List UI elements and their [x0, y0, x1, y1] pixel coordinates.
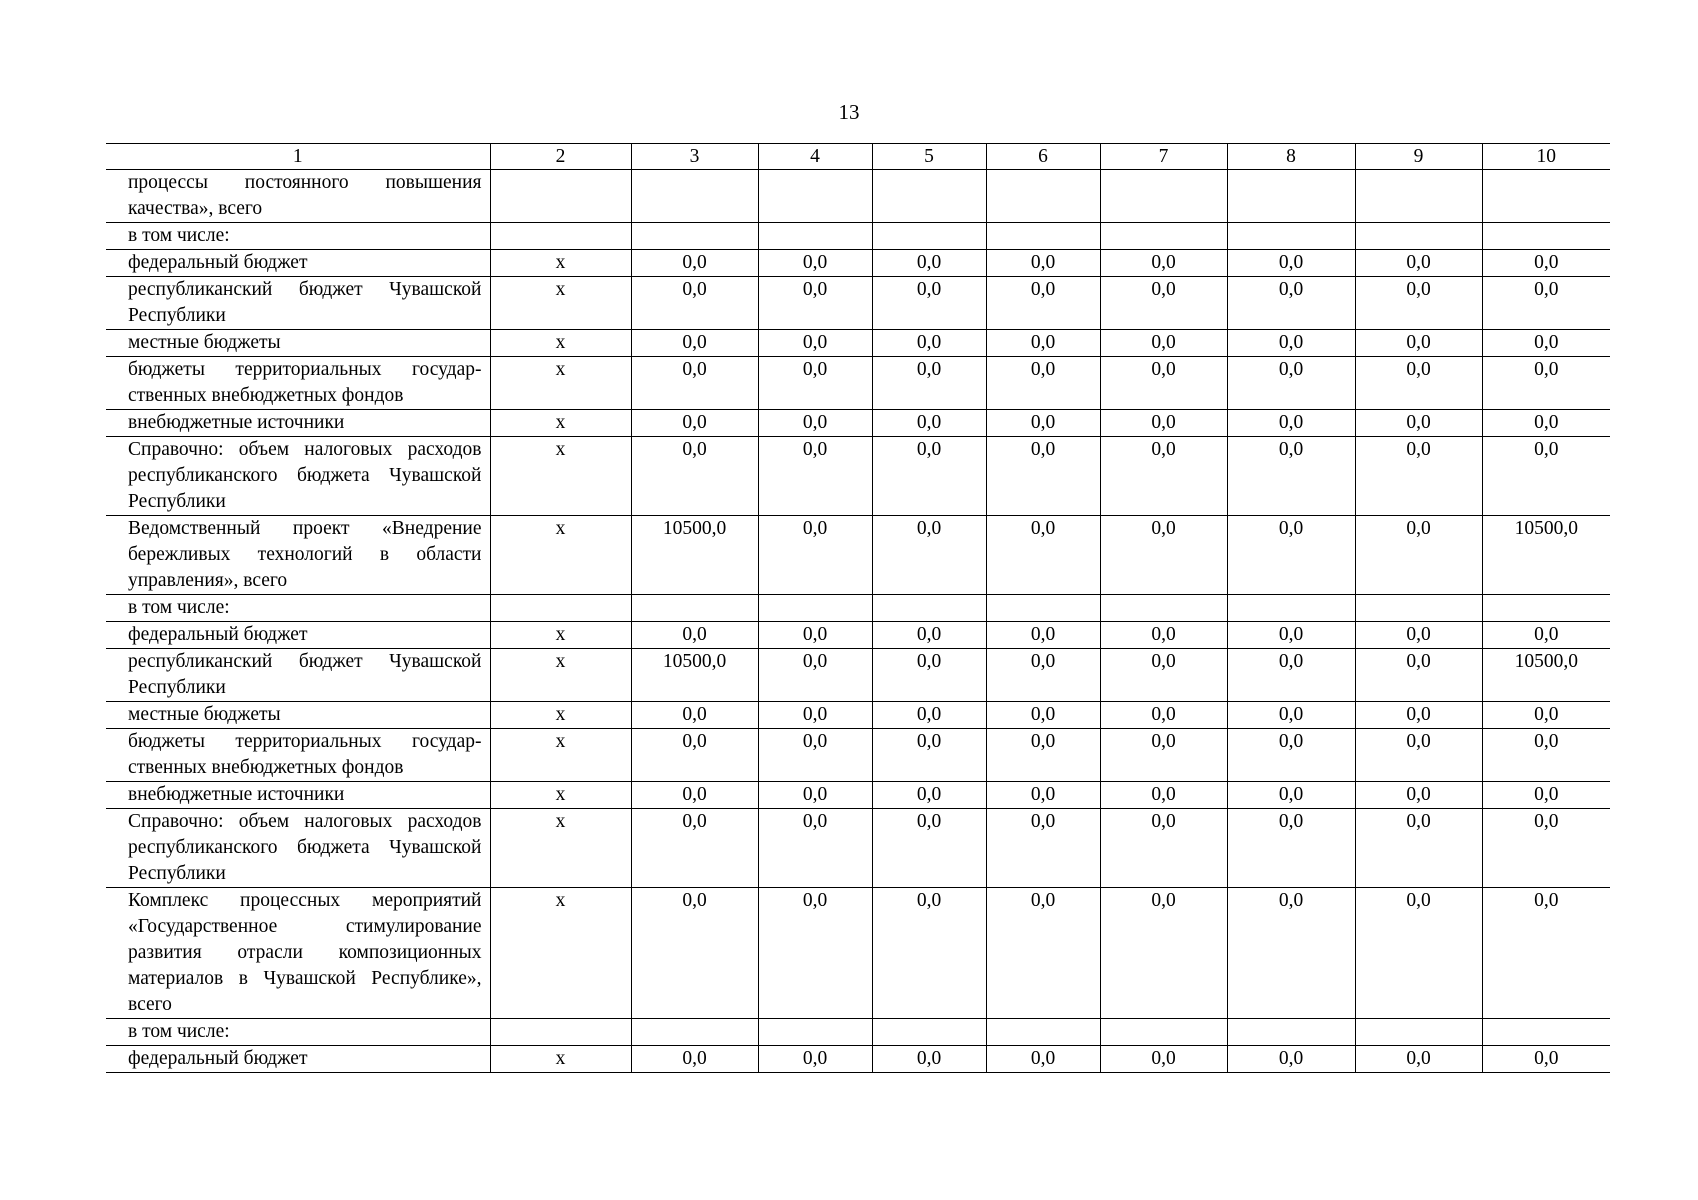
table-row — [106, 809, 1610, 888]
value-cell: 0,0 — [986, 729, 1100, 782]
table-row — [106, 330, 1610, 357]
value-cell: 0,0 — [872, 357, 986, 410]
value-cell: 0,0 — [986, 782, 1100, 809]
table-row — [106, 410, 1610, 437]
value-cell: 0,0 — [1100, 649, 1227, 702]
row-label: процессы постоянного повышения качества», всего — [106, 170, 490, 223]
table-row — [106, 170, 1610, 223]
row-label: Ведомственный проект «Внедрение бережливых технологий в области управления», всего — [106, 516, 490, 595]
row-label: в том числе: — [106, 595, 490, 622]
value-cell: 0,0 — [1482, 1046, 1610, 1073]
value-cell: 0,0 — [986, 250, 1100, 277]
value-cell: 0,0 — [631, 410, 758, 437]
value-cell: 0,0 — [986, 809, 1100, 888]
value-cell: 0,0 — [631, 357, 758, 410]
value-cell: 0,0 — [986, 622, 1100, 649]
value-cell: 0,0 — [1100, 357, 1227, 410]
row-label: федеральный бюджет — [106, 250, 490, 277]
value-cell: 0,0 — [1227, 1046, 1355, 1073]
value-cell — [1100, 1019, 1227, 1046]
value-cell: 0,0 — [986, 277, 1100, 330]
value-cell: 0,0 — [1355, 250, 1482, 277]
column-number: 5 — [872, 144, 986, 170]
value-cell — [1227, 170, 1355, 223]
value-cell: 0,0 — [758, 649, 872, 702]
table-row — [106, 1019, 1610, 1046]
value-cell: 0,0 — [758, 437, 872, 516]
value-cell: 0,0 — [1482, 782, 1610, 809]
column-number: 7 — [1100, 144, 1227, 170]
value-cell: 0,0 — [631, 809, 758, 888]
value-cell: 0,0 — [631, 330, 758, 357]
value-cell: 0,0 — [758, 250, 872, 277]
value-cell — [1100, 223, 1227, 250]
value-cell — [1355, 223, 1482, 250]
row-label: в том числе: — [106, 223, 490, 250]
value-cell — [758, 170, 872, 223]
value-cell: 0,0 — [631, 782, 758, 809]
row-code: x — [490, 330, 631, 357]
value-cell — [1482, 1019, 1610, 1046]
value-cell: 0,0 — [631, 437, 758, 516]
value-cell: 0,0 — [1100, 622, 1227, 649]
row-code: x — [490, 357, 631, 410]
value-cell: 0,0 — [1100, 729, 1227, 782]
value-cell: 0,0 — [872, 250, 986, 277]
page-number: 13 — [838, 100, 860, 124]
value-cell: 0,0 — [758, 622, 872, 649]
value-cell — [872, 170, 986, 223]
table-row — [106, 1046, 1610, 1073]
value-cell: 0,0 — [986, 410, 1100, 437]
row-label: Комплекс процессных мероприятий «Государственное стимулирование развития отрасли композиционных материалов в Чувашской Республике», всего — [106, 888, 490, 1019]
value-cell: 0,0 — [1100, 277, 1227, 330]
value-cell: 0,0 — [872, 410, 986, 437]
value-cell — [986, 170, 1100, 223]
value-cell: 0,0 — [1100, 809, 1227, 888]
value-cell: 0,0 — [1227, 782, 1355, 809]
value-cell: 0,0 — [1355, 649, 1482, 702]
value-cell: 0,0 — [1100, 516, 1227, 595]
column-number: 3 — [631, 144, 758, 170]
value-cell: 0,0 — [872, 516, 986, 595]
row-label: в том числе: — [106, 1019, 490, 1046]
header-row — [106, 144, 1610, 170]
value-cell: 0,0 — [758, 888, 872, 1019]
value-cell: 0,0 — [758, 330, 872, 357]
budget-table — [106, 143, 1610, 1073]
row-code — [490, 223, 631, 250]
row-code: x — [490, 729, 631, 782]
value-cell: 0,0 — [1482, 809, 1610, 888]
row-code: x — [490, 649, 631, 702]
value-cell: 0,0 — [1482, 277, 1610, 330]
value-cell: 0,0 — [1355, 782, 1482, 809]
row-label: Справочно: объем налоговых расходов республиканского бюджета Чувашской Республики — [106, 437, 490, 516]
row-code — [490, 170, 631, 223]
table-row — [106, 888, 1610, 1019]
value-cell — [1482, 223, 1610, 250]
value-cell: 0,0 — [758, 516, 872, 595]
value-cell: 0,0 — [1482, 330, 1610, 357]
value-cell — [1355, 595, 1482, 622]
value-cell: 0,0 — [631, 277, 758, 330]
value-cell: 0,0 — [631, 622, 758, 649]
row-label: республиканский бюджет Чувашской Республики — [106, 277, 490, 330]
table-body — [106, 144, 1610, 1073]
value-cell: 0,0 — [1355, 1046, 1482, 1073]
value-cell: 0,0 — [1100, 410, 1227, 437]
table-row — [106, 622, 1610, 649]
value-cell: 0,0 — [1355, 702, 1482, 729]
column-number: 8 — [1227, 144, 1355, 170]
value-cell: 0,0 — [758, 410, 872, 437]
row-code: x — [490, 809, 631, 888]
value-cell: 0,0 — [1227, 357, 1355, 410]
row-label: местные бюджеты — [106, 330, 490, 357]
row-code: x — [490, 277, 631, 330]
value-cell: 0,0 — [1227, 888, 1355, 1019]
row-code: x — [490, 516, 631, 595]
value-cell: 0,0 — [986, 357, 1100, 410]
value-cell: 10500,0 — [1482, 649, 1610, 702]
value-cell: 0,0 — [986, 330, 1100, 357]
column-number: 6 — [986, 144, 1100, 170]
column-number: 10 — [1482, 144, 1610, 170]
value-cell: 0,0 — [631, 250, 758, 277]
value-cell — [758, 595, 872, 622]
row-code: x — [490, 1046, 631, 1073]
value-cell: 0,0 — [1100, 437, 1227, 516]
value-cell — [1227, 223, 1355, 250]
column-number: 4 — [758, 144, 872, 170]
value-cell: 0,0 — [1227, 809, 1355, 888]
value-cell: 0,0 — [1355, 410, 1482, 437]
value-cell: 0,0 — [872, 729, 986, 782]
value-cell — [631, 595, 758, 622]
table-row — [106, 702, 1610, 729]
value-cell — [1482, 595, 1610, 622]
value-cell: 0,0 — [758, 357, 872, 410]
value-cell: 0,0 — [872, 888, 986, 1019]
value-cell: 0,0 — [1482, 437, 1610, 516]
value-cell — [986, 223, 1100, 250]
value-cell — [872, 223, 986, 250]
value-cell — [1227, 1019, 1355, 1046]
value-cell: 0,0 — [1482, 357, 1610, 410]
value-cell — [1227, 595, 1355, 622]
table-row — [106, 250, 1610, 277]
row-label: Справочно: объем налоговых расходов республиканского бюджета Чувашской Республики — [106, 809, 490, 888]
row-code — [490, 595, 631, 622]
value-cell: 0,0 — [1482, 622, 1610, 649]
value-cell: 0,0 — [758, 702, 872, 729]
value-cell: 0,0 — [1227, 702, 1355, 729]
value-cell: 0,0 — [1482, 250, 1610, 277]
table-row — [106, 595, 1610, 622]
value-cell: 0,0 — [1355, 277, 1482, 330]
value-cell: 0,0 — [872, 702, 986, 729]
table-row — [106, 649, 1610, 702]
value-cell — [986, 1019, 1100, 1046]
row-label: республиканский бюджет Чувашской Республики — [106, 649, 490, 702]
value-cell: 0,0 — [1100, 888, 1227, 1019]
value-cell: 0,0 — [1355, 622, 1482, 649]
table-row — [106, 277, 1610, 330]
value-cell: 0,0 — [1227, 729, 1355, 782]
value-cell: 0,0 — [872, 330, 986, 357]
value-cell: 0,0 — [631, 702, 758, 729]
value-cell: 0,0 — [1227, 277, 1355, 330]
value-cell — [758, 1019, 872, 1046]
value-cell: 0,0 — [1355, 357, 1482, 410]
value-cell: 0,0 — [631, 888, 758, 1019]
value-cell — [1355, 170, 1482, 223]
value-cell: 0,0 — [1355, 437, 1482, 516]
value-cell: 0,0 — [1100, 330, 1227, 357]
table-row — [106, 437, 1610, 516]
table-row — [106, 357, 1610, 410]
value-cell — [631, 223, 758, 250]
row-code: x — [490, 702, 631, 729]
value-cell — [631, 1019, 758, 1046]
row-code: x — [490, 437, 631, 516]
value-cell: 0,0 — [872, 809, 986, 888]
value-cell — [872, 595, 986, 622]
row-code: x — [490, 888, 631, 1019]
value-cell: 10500,0 — [631, 649, 758, 702]
row-code: x — [490, 622, 631, 649]
value-cell: 0,0 — [986, 649, 1100, 702]
value-cell: 0,0 — [1355, 330, 1482, 357]
row-label: местные бюджеты — [106, 702, 490, 729]
value-cell: 0,0 — [986, 702, 1100, 729]
value-cell: 0,0 — [1100, 782, 1227, 809]
value-cell: 0,0 — [1355, 809, 1482, 888]
value-cell: 0,0 — [1227, 516, 1355, 595]
value-cell: 0,0 — [1227, 437, 1355, 516]
value-cell: 0,0 — [1100, 250, 1227, 277]
table-row — [106, 223, 1610, 250]
row-label: бюджеты территориальных государственных внебюджетных фондов — [106, 729, 490, 782]
column-number: 2 — [490, 144, 631, 170]
row-label: бюджеты территориальных государственных внебюджетных фондов — [106, 357, 490, 410]
row-label: внебюджетные источники — [106, 410, 490, 437]
value-cell: 0,0 — [758, 782, 872, 809]
value-cell: 0,0 — [1482, 410, 1610, 437]
value-cell: 0,0 — [758, 277, 872, 330]
value-cell: 0,0 — [872, 277, 986, 330]
value-cell — [1355, 1019, 1482, 1046]
value-cell: 0,0 — [1100, 1046, 1227, 1073]
value-cell: 0,0 — [631, 1046, 758, 1073]
table-row — [106, 516, 1610, 595]
value-cell: 0,0 — [872, 622, 986, 649]
value-cell: 0,0 — [631, 729, 758, 782]
table-row — [106, 729, 1610, 782]
value-cell: 0,0 — [986, 516, 1100, 595]
row-code: x — [490, 410, 631, 437]
value-cell: 0,0 — [1355, 516, 1482, 595]
value-cell: 0,0 — [758, 809, 872, 888]
row-code: x — [490, 250, 631, 277]
value-cell: 0,0 — [1227, 649, 1355, 702]
row-label: федеральный бюджет — [106, 1046, 490, 1073]
value-cell: 0,0 — [872, 437, 986, 516]
row-label: федеральный бюджет — [106, 622, 490, 649]
value-cell: 0,0 — [1227, 410, 1355, 437]
value-cell: 0,0 — [872, 782, 986, 809]
value-cell: 0,0 — [1227, 250, 1355, 277]
value-cell: 0,0 — [872, 1046, 986, 1073]
value-cell: 0,0 — [1355, 888, 1482, 1019]
value-cell: 10500,0 — [631, 516, 758, 595]
value-cell: 0,0 — [1482, 729, 1610, 782]
value-cell — [986, 595, 1100, 622]
column-number: 9 — [1355, 144, 1482, 170]
value-cell: 0,0 — [758, 729, 872, 782]
value-cell: 0,0 — [1355, 729, 1482, 782]
value-cell: 0,0 — [986, 437, 1100, 516]
value-cell — [631, 170, 758, 223]
value-cell: 10500,0 — [1482, 516, 1610, 595]
value-cell: 0,0 — [1227, 330, 1355, 357]
value-cell — [758, 223, 872, 250]
row-code — [490, 1019, 631, 1046]
value-cell — [1100, 595, 1227, 622]
table-row — [106, 782, 1610, 809]
value-cell: 0,0 — [872, 649, 986, 702]
value-cell: 0,0 — [986, 888, 1100, 1019]
value-cell: 0,0 — [1482, 888, 1610, 1019]
value-cell: 0,0 — [1227, 622, 1355, 649]
column-number: 1 — [106, 144, 490, 170]
value-cell: 0,0 — [986, 1046, 1100, 1073]
value-cell — [1100, 170, 1227, 223]
value-cell: 0,0 — [1482, 702, 1610, 729]
row-code: x — [490, 782, 631, 809]
value-cell — [872, 1019, 986, 1046]
row-label: внебюджетные источники — [106, 782, 490, 809]
value-cell: 0,0 — [1100, 702, 1227, 729]
value-cell: 0,0 — [758, 1046, 872, 1073]
value-cell — [1482, 170, 1610, 223]
